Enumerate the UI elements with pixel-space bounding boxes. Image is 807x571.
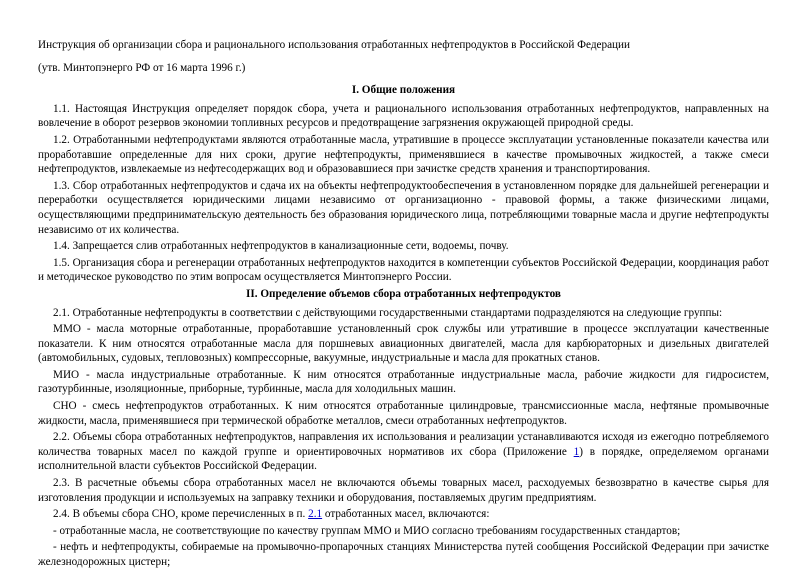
- paragraph-2-3: 2.3. В расчетные объемы сбора отработанных масел не включаются объемы товарных масел, расходуемых безвозвратно в качестве сырья для изготовления продукции и используемых на заправку техники и оборудования, поставляемых другим предприятиям.: [38, 477, 769, 504]
- paragraph-mio: МИО - масла индустриальные отработанные. К ним относятся отработанные индустриальные масла, рабочие жидкости для гидросистем, газотурбинные, изоляционные, приборные, турбинные, масла для холодильных машин.: [38, 368, 769, 396]
- section-heading-2: II. Определение объемов сбора отработанных нефтепродуктов: [246, 287, 561, 300]
- paragraph-mmo: ММО - масла моторные отработанные, проработавшие установленный срок службы или утратившие в процессе эксплуатации качественные показатели. К ним относятся отработанные масла для поршневых авиационных двигателей, масла для карбюраторных и дизельных двигателей (автомобильных, судовых, тепловозных) компрессорные, вакуумные, индустриальные и масла для прокатных станов.: [38, 323, 769, 365]
- paragraph-1-5: 1.5. Организация сбора и регенерации отработанных нефтепродуктов находится в компетенции субъектов Российской Федерации, координация работ и методическое руководство по этим вопросам осуществляется Минтопэнерго России.: [38, 256, 770, 284]
- paragraph-1-2: 1.2. Отработанными нефтепродуктами являются отработанные масла, утратившие в процессе эксплуатации установленные показатели качества или проработавшие определенные для них сроки, другие нефтепродукты, применявшиеся в качестве промывочных жидкостей, а также смеси нефтепродуктов, извлекаемые из нефтесодержащих вод и образовавшиеся при зачистке средств хранения и транспортирования.: [38, 133, 769, 176]
- paragraph-1-1: 1.1. Настоящая Инструкция определяет порядок сбора, учета и рационального использования отработанных нефтепродуктов, направленных на вовлечение в оборот резервов экономии топливных ресурсов и предотвращение загрязнения окружающей природной среды.: [38, 102, 769, 130]
- clause-2-1-link[interactable]: 2.1: [308, 508, 323, 521]
- paragraph-2-2: [38, 430, 769, 474]
- paragraph-2-1: 2.1. Отработанные нефтепродукты в соответствии с действующими государственными стандартами подразделяются на следующие группы:: [53, 306, 723, 319]
- approval-note: (утв. Минтопэнерго РФ от 16 марта 1996 г.): [38, 61, 246, 74]
- paragraph-2-4: [38, 507, 769, 522]
- paragraph-2-2-text-end: ) в порядке, определяемом органами исполнительной власти субъектов Российской Федерации.: [38, 445, 769, 473]
- paragraph-2-2-text-start: 2.2. Объемы сбора отработанных нефтепродуктов, направления их использования и реализации устанавливаются исходя из ежегодно потребляемого количества товарных масел по каждой группе и ориентировочных нормативов их сбора (Приложение: [38, 431, 769, 458]
- paragraph-sno: СНО - смесь нефтепродуктов отработанных. К ним относятся отработанные цилиндровые, трансмиссионные масла, нефтяные промывочные жидкости, масла, применявшиеся при термической обработке металлов, смеси отработанных нефтепродуктов.: [38, 400, 769, 427]
- paragraph-1-4: 1.4. Запрещается слив отработанных нефтепродуктов в канализационные сети, водоемы, почву.: [53, 240, 509, 253]
- paragraph-2-4-text-end: отработанных масел, включаются:: [322, 508, 490, 521]
- paragraph-2-4-text-start: 2.4. В объемы сбора СНО, кроме перечисленных в п.: [53, 508, 309, 521]
- paragraph-1-3: 1.3. Сбор отработанных нефтепродуктов и сдача их на объекты нефтепродуктообеспечения в установленном порядке для дальнейшей регенерации и переработки осуществляется юридическими лицами независимо от организационно - правовой формы, а также физическими лицами, осуществляющими предпринимательскую деятельность без образования юридического лица, потребляющими товарные масла и другие нефтепродукты независимо от их количества.: [38, 179, 769, 236]
- document-title: Инструкция об организации сбора и рационального использования отработанных нефтепродуктов в Российской Федерации: [38, 39, 631, 51]
- section-heading-1: I. Общие положения: [351, 84, 456, 97]
- list-item: - нефть и нефтепродукты, собираемые на промывочно-пропарочных станциях Министерства путей сообщения Российской Федерации при зачистке железнодорожных цистерн;: [38, 541, 769, 568]
- appendix-1-link[interactable]: 1: [573, 445, 580, 458]
- list-item: - отработанные масла, не соответствующие по качеству группам ММО и МИО согласно требованиям государственных стандартов;: [53, 524, 681, 537]
